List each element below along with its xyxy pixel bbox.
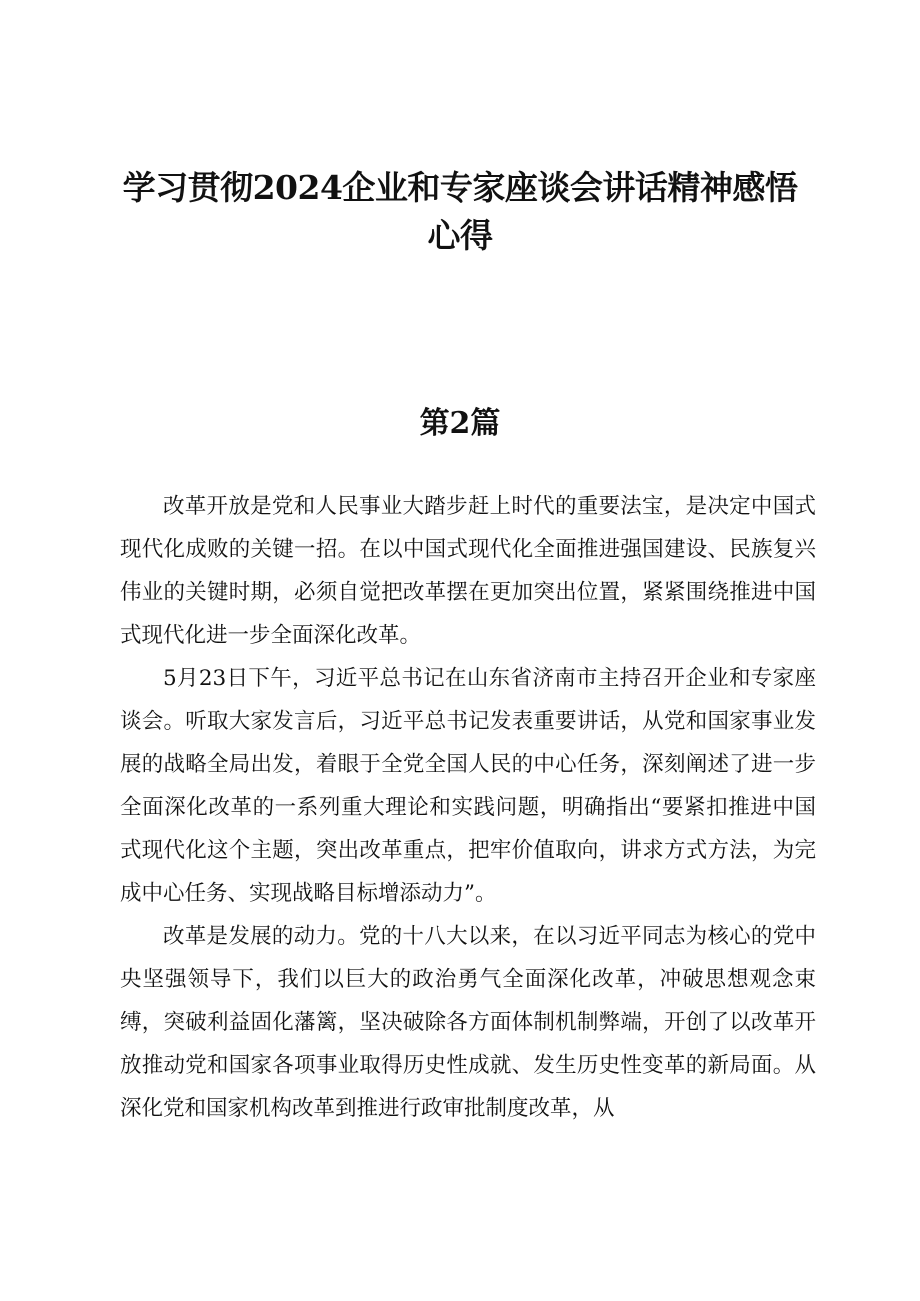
paragraph-1: 改革开放是党和人民事业大踏步赶上时代的重要法宝，是决定中国式现代化成败的关键一招。在以中国式现代化全面推进强国建设、民族复兴伟业的关键时期，必须自觉把改革摆在更加突出位置，紧紧围绕推进中国式现代化进一步全面深化改革。 [120, 494, 816, 648]
paragraph-2: 5月23日下午，习近平总书记在山东省济南市主持召开企业和专家座谈会。听取大家发言后，习近平总书记发表重要讲话，从党和国家事业发展的战略全局出发，着眼于全党全国人民的中心任务，深刻阐述了进一步全面深化改革的一系列重大理论和实践问题，明确指出“要紧扣推进中国式现代化这个主题，突出改革重点，把牢价值取向，讲求方式方法，为完成中心任务、实现战略目标增添动力”。 [120, 666, 816, 906]
section-heading: 第2篇 [419, 406, 501, 441]
document-title: 学习贯彻2024企业和专家座谈会讲话精神感悟心得 [122, 168, 798, 255]
paragraph-3: 改革是发展的动力。党的十八大以来，在以习近平同志为核心的党中央坚强领导下，我们以巨大的政治勇气全面深化改革，冲破思想观念束缚，突破利益固化藩篱，坚决破除各方面体制机制弊端，开创了以改革开放推动党和国家各项事业取得历史性成就、发生历史性变革的新局面。从深化党和国家机构改革到推进行政审批制度改革，从 [120, 924, 816, 1121]
document-body [120, 485, 816, 1130]
